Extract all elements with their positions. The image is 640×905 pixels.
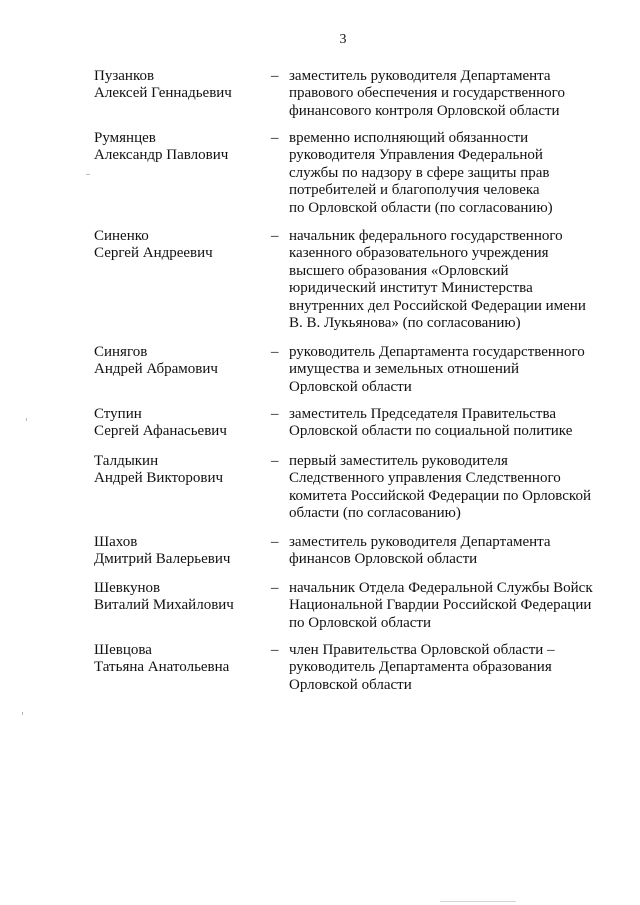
entry-dash: – — [271, 130, 279, 146]
entry-dash: – — [271, 534, 279, 550]
position-line: имущества и земельных отношений — [289, 361, 519, 378]
member-surname: Румянцев — [94, 130, 156, 146]
member-surname: Ступин — [94, 406, 142, 422]
position-line: внутренних дел Российской Федерации имени — [289, 297, 586, 314]
member-given-names: Андрей Викторович — [94, 470, 224, 487]
scan-speck — [26, 418, 27, 421]
member-given-names: Александр Павлович — [94, 147, 229, 164]
entry-dash: – — [271, 453, 279, 469]
entry-dash: – — [271, 344, 279, 360]
position-line: по Орловской области — [289, 614, 431, 631]
position-line: В. В. Лукьянова» (по согласованию) — [289, 315, 521, 332]
member-given-names: Андрей Абрамович — [94, 361, 218, 378]
member-given-names: Алексей Геннадьевич — [94, 85, 232, 102]
member-name — [94, 642, 264, 677]
position-line: начальник Отдела Федеральной Службы Войск — [289, 580, 593, 596]
position-line: юридический институт Министерства — [289, 280, 533, 297]
position-line: руководителя Управления Федеральной — [289, 147, 543, 164]
member-given-names: Татьяна Анатольевна — [94, 659, 230, 676]
member-given-names: Сергей Андреевич — [94, 245, 213, 262]
member-position — [289, 534, 609, 569]
position-line: член Правительства Орловской области – — [289, 642, 555, 658]
position-line: первый заместитель руководителя — [289, 453, 508, 469]
member-name — [94, 534, 264, 569]
member-given-names: Сергей Афанасьевич — [94, 423, 227, 440]
position-line: руководитель Департамента образования — [289, 659, 552, 676]
position-line: Следственного управления Следственного — [289, 470, 561, 487]
member-surname: Синенко — [94, 228, 149, 244]
member-surname: Пузанков — [94, 68, 155, 84]
member-surname: Шахов — [94, 534, 138, 550]
position-line: Орловской области — [289, 676, 412, 693]
entry-dash: – — [271, 406, 279, 422]
position-line: службы по надзору в сфере защиты прав — [289, 164, 550, 181]
member-name — [94, 68, 264, 103]
entry-dash: – — [271, 228, 279, 244]
member-given-names: Виталий Михайлович — [94, 597, 234, 614]
member-position — [289, 130, 609, 217]
position-line: временно исполняющий обязанности — [289, 130, 529, 146]
member-surname: Синягов — [94, 344, 148, 360]
member-position — [289, 453, 609, 523]
entry-dash: – — [271, 642, 279, 658]
position-line: финансов Орловской области — [289, 551, 478, 568]
member-name — [94, 344, 264, 379]
member-surname: Талдыкин — [94, 453, 159, 469]
member-name — [94, 453, 264, 488]
position-line: комитета Российской Федерации по Орловской — [289, 487, 591, 504]
position-line: казенного образовательного учреждения — [289, 245, 549, 262]
position-line: высшего образования «Орловский — [289, 262, 509, 279]
member-position — [289, 642, 609, 694]
position-line: Национальной Гвардии Российской Федерации — [289, 597, 592, 614]
member-position — [289, 344, 609, 396]
position-line: руководитель Департамента государственного — [289, 344, 585, 360]
position-line: заместитель руководителя Департамента — [289, 68, 551, 84]
position-line: заместитель руководителя Департамента — [289, 534, 551, 550]
scan-speck — [22, 712, 23, 715]
position-line: по Орловской области (по согласованию) — [289, 199, 553, 216]
position-line: Орловской области по социальной политике — [289, 423, 573, 440]
page-number: 3 — [339, 32, 347, 47]
member-name — [94, 406, 264, 441]
position-line: области (по согласованию) — [289, 505, 461, 522]
member-position — [289, 406, 609, 441]
position-line: потребителей и благополучия человека — [289, 182, 540, 199]
member-position — [289, 68, 609, 120]
member-name — [94, 580, 264, 615]
member-position — [289, 580, 609, 632]
position-line: правового обеспечения и государственного — [289, 85, 565, 102]
entry-dash: – — [271, 580, 279, 596]
member-name — [94, 130, 264, 165]
entry-dash: – — [271, 68, 279, 84]
member-given-names: Дмитрий Валерьевич — [94, 551, 231, 568]
scan-edge-line — [440, 901, 516, 902]
member-surname: Шевкунов — [94, 580, 161, 596]
position-line: заместитель Председателя Правительства — [289, 406, 557, 422]
member-surname: Шевцова — [94, 642, 152, 658]
scan-speck — [86, 174, 90, 175]
position-line: финансового контроля Орловской области — [289, 102, 560, 119]
member-position — [289, 228, 609, 332]
member-name — [94, 228, 264, 263]
position-line: начальник федерального государственного — [289, 228, 563, 244]
position-line: Орловской области — [289, 378, 412, 395]
